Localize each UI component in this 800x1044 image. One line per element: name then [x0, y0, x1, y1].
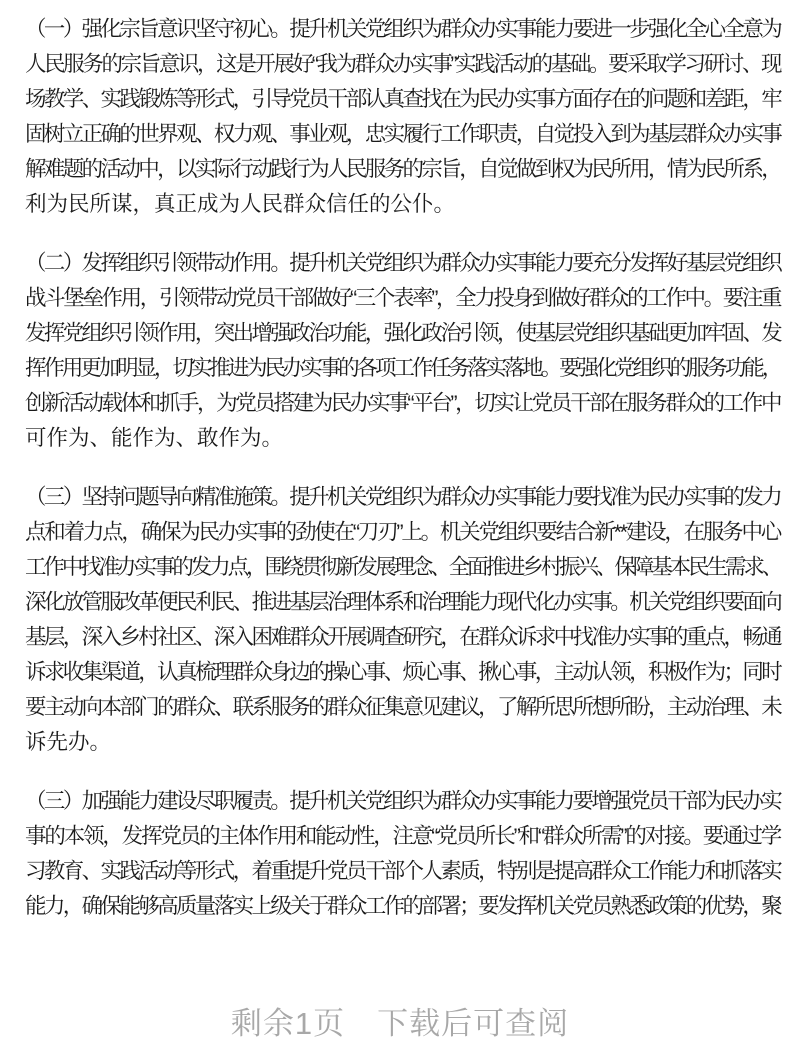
- text-line: 工作中找准办实事的发力点，围绕贯彻新发展理念、全面推进乡村振兴、保障基本民生需求、: [25, 555, 780, 579]
- download-to-view-prompt[interactable]: 剩余1页 下载后可查阅: [230, 1006, 570, 1041]
- text-line: 创新活动载体和抓手，为党员搭建为民办实事“平台”，切实让党员干部在服务群众的工作中: [25, 391, 780, 415]
- text-line: 可作为、能作为、敢作为。: [25, 426, 284, 450]
- text-line: 利为民所谋，真正成为人民群众信任的公仆。: [25, 192, 456, 216]
- paragraph-1: [25, 12, 780, 222]
- text-line: （三）坚持问题导向精准施策。提升机关党组织为群众办实事能力要找准为民办实事的发力: [25, 485, 780, 509]
- text-line: 固树立正确的世界观、权力观、事业观，忠实履行工作职责，自觉投入到为基层群众办实事: [25, 122, 780, 146]
- text-line: 诉求收集渠道，认真梳理群众身边的操心事、烦心事、揪心事，主动认领，积极作为；同时: [25, 660, 780, 684]
- text-line: 点和着力点，确保为民办实事的劲使在“刀刃”上。机关党组织要结合新**建设，在服务中心: [25, 520, 780, 544]
- paragraph-3: [25, 480, 780, 760]
- paragraph-2: [25, 246, 780, 456]
- text-line: 事的本领，发挥党员的主体作用和能动性，注意“党员所长”和“群众所需”的对接。要通过学: [25, 824, 780, 848]
- text-line: 场教学、实践锻炼等形式，引导党员干部认真查找在为民办实事方面存在的问题和差距，牢: [25, 87, 780, 111]
- text-line: 人民服务的宗旨意识，这是开展好“我为群众办实事”实践活动的基础。要采取学习研讨、现: [25, 52, 780, 76]
- text-line: 诉先办。: [25, 730, 112, 754]
- text-line: 深化放管服改革便民利民、推进基层治理体系和治理能力现代化办实事。机关党组织要面向: [25, 590, 780, 614]
- text-line: 战斗堡垒作用，引领带动党员干部做好“三个表率”，全力投身到做好群众的工作中。要注重: [25, 286, 780, 310]
- text-line: 发挥党组织引领作用，突出增强政治功能，强化政治引领，使基层党组织基础更加牢固、发: [25, 321, 780, 345]
- text-line: （三）加强能力建设尽职履责。提升机关党组织为群众办实事能力要增强党员干部为民办实: [25, 789, 780, 813]
- text-line: （一）强化宗旨意识坚守初心。提升机关党组织为群众办实事能力要进一步强化全心全意为: [25, 17, 780, 41]
- text-line: 解难题的活动中，以实际行动践行为人民服务的宗旨，自觉做到权为民所用，情为民所系，: [25, 157, 780, 181]
- text-line: 要主动向本部门的群众、联系服务的群众征集意见建议，了解所思所想所盼，主动治理、未: [25, 695, 780, 719]
- text-line: 基层，深入乡村社区、深入困难群众开展调查研究，在群众诉求中找准办实事的重点，畅通: [25, 625, 780, 649]
- text-line: 习教育、实践活动等形式，着重提升党员干部个人素质，特别是提高群众工作能力和抓落实: [25, 859, 780, 883]
- text-line: 能力，确保能够高质量落实上级关于群众工作的部署；要发挥机关党员熟悉政策的优势，聚: [25, 894, 780, 918]
- text-line: 挥作用更加明显，切实推进为民办实事的各项工作任务落实落地。要强化党组织的服务功能，: [25, 356, 780, 380]
- text-line: （二）发挥组织引领带动作用。提升机关党组织为群众办实事能力要充分发挥好基层党组织: [25, 251, 780, 275]
- paragraph-4: [25, 784, 780, 924]
